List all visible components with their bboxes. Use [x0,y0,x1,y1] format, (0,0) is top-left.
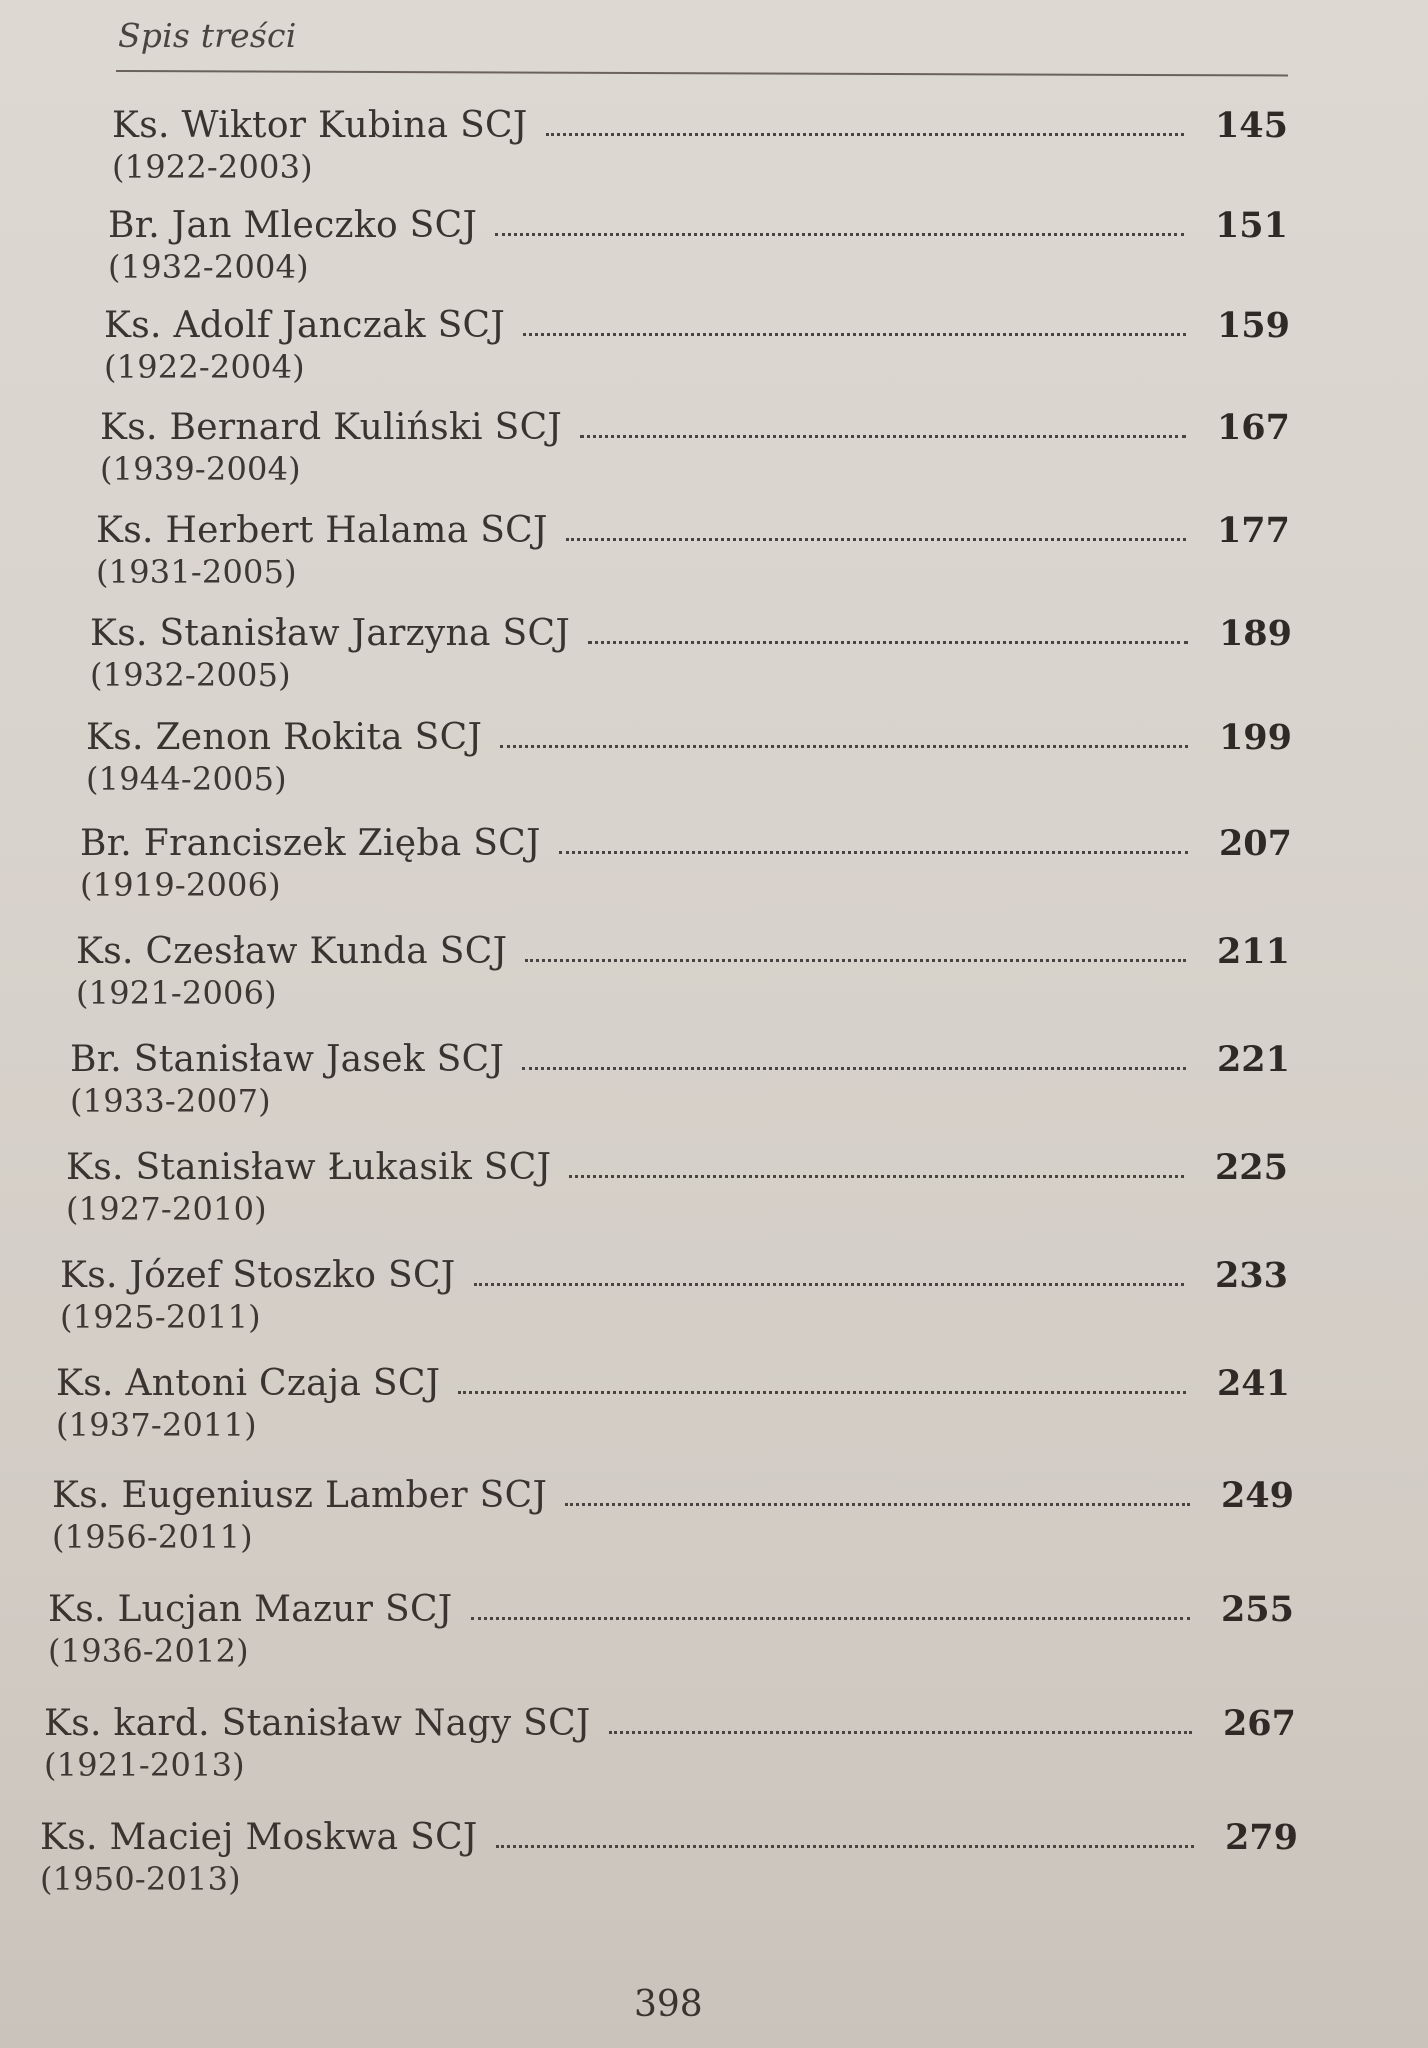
entry-page-number: 167 [1216,407,1290,448]
dot-leader [559,850,1188,854]
toc-entry [56,1354,1290,1444]
dot-leader [474,1282,1184,1286]
entry-page-number: 221 [1216,1039,1290,1080]
entry-page-number: 241 [1216,1363,1290,1404]
dot-leader [458,1390,1186,1394]
entry-years: (1944-2005) [86,760,287,798]
entry-name: Br. Jan Mleczko SCJ [108,205,478,246]
entry-years: (1925-2011) [60,1298,261,1336]
entry-years: (1956-2011) [52,1518,253,1556]
toc-entry [52,1466,1294,1556]
dot-leader [500,744,1188,748]
entry-page-number: 255 [1220,1589,1294,1630]
entry-name: Ks. Lucjan Mazur SCJ [48,1589,453,1630]
entry-years: (1919-2006) [80,866,281,904]
dot-leader [566,537,1186,541]
entry-name: Br. Franciszek Zięba SCJ [80,823,541,864]
entry-page-number: 207 [1218,823,1292,864]
dot-leader [569,1174,1184,1178]
toc-entry [96,501,1290,591]
dot-leader [523,332,1186,336]
entry-name: Ks. Wiktor Kubina SCJ [112,105,528,146]
toc-entry [60,1246,1288,1336]
entry-name: Ks. Zenon Rokita SCJ [86,717,483,758]
entry-name: Ks. Czesław Kunda SCJ [76,931,508,972]
entry-page-number: 159 [1216,305,1290,346]
dot-leader [609,1730,1192,1734]
toc-entry [80,814,1292,904]
entry-years: (1939-2004) [100,450,301,488]
entry-years: (1932-2005) [90,656,291,694]
entry-name: Ks. Eugeniusz Lamber SCJ [52,1475,548,1516]
dot-leader [525,958,1186,962]
entry-years: (1936-2012) [48,1632,249,1670]
entry-page-number: 225 [1214,1147,1288,1188]
entry-name: Ks. Stanisław Jarzyna SCJ [90,613,571,654]
entry-page-number: 199 [1218,717,1292,758]
toc-entry [40,1808,1298,1898]
header-rule [116,70,1288,77]
entry-page-number: 211 [1216,931,1290,972]
toc-entry [104,296,1290,386]
toc-entry [108,196,1288,286]
entry-page-number: 189 [1218,613,1292,654]
entry-name: Ks. kard. Stanisław Nagy SCJ [44,1703,591,1744]
toc-entry [90,604,1292,694]
page-number: 398 [634,1984,703,2025]
entry-page-number: 249 [1220,1475,1294,1516]
entry-years: (1921-2013) [44,1746,245,1784]
toc-entry [86,708,1292,798]
toc-entry [44,1694,1296,1784]
dot-leader [496,1844,1194,1848]
entry-name: Ks. Herbert Halama SCJ [96,510,548,551]
dot-leader [565,1502,1190,1506]
toc-entry [66,1138,1288,1228]
dot-leader [495,232,1184,236]
toc-entry [76,922,1290,1012]
dot-leader [546,132,1184,136]
entry-name: Ks. Antoni Czaja SCJ [56,1363,441,1404]
entry-years: (1922-2003) [112,148,313,186]
entry-page-number: 177 [1216,510,1290,551]
dot-leader [522,1066,1186,1070]
entry-name: Ks. Bernard Kuliński SCJ [100,407,563,448]
dot-leader [580,434,1186,438]
entry-years: (1932-2004) [108,248,309,286]
entry-page-number: 279 [1224,1817,1298,1858]
toc-entry [112,96,1288,186]
entry-years: (1921-2006) [76,974,277,1012]
entry-years: (1933-2007) [70,1082,271,1120]
running-head: Spis treści [118,16,297,55]
entry-page-number: 145 [1214,105,1288,146]
entry-name: Ks. Stanisław Łukasik SCJ [66,1147,552,1188]
entry-years: (1950-2013) [40,1860,241,1898]
entry-name: Ks. Maciej Moskwa SCJ [40,1817,478,1858]
toc-entry [100,398,1290,488]
entry-name: Ks. Adolf Janczak SCJ [104,305,506,346]
entry-years: (1922-2004) [104,348,305,386]
entry-page-number: 151 [1214,205,1288,246]
toc-entry [70,1030,1290,1120]
entry-page-number: 267 [1222,1703,1296,1744]
entry-page-number: 233 [1214,1255,1288,1296]
entry-years: (1931-2005) [96,553,297,591]
dot-leader [588,640,1188,644]
entry-name: Ks. Józef Stoszko SCJ [60,1255,456,1296]
toc-entry [48,1580,1294,1670]
dot-leader [471,1616,1190,1620]
entry-name: Br. Stanisław Jasek SCJ [70,1039,505,1080]
entry-years: (1937-2011) [56,1406,257,1444]
entry-years: (1927-2010) [66,1190,267,1228]
